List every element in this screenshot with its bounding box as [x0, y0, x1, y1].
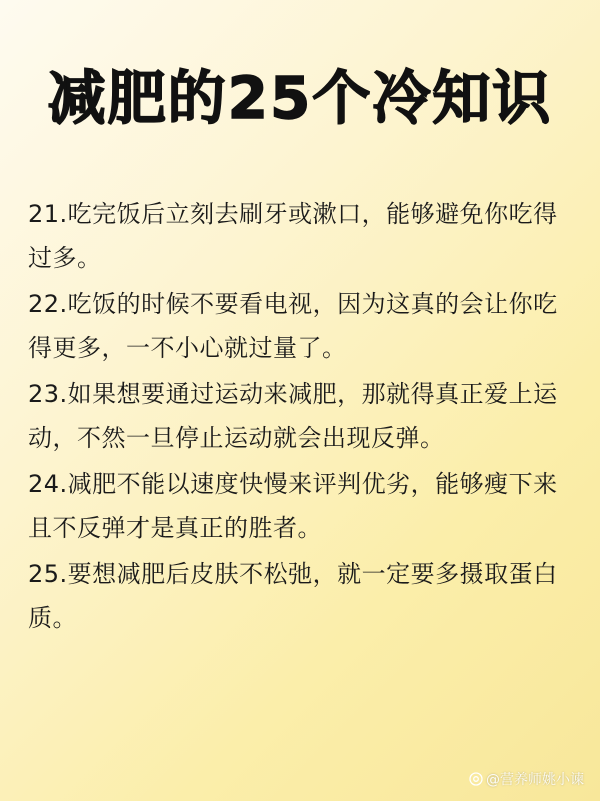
- page-title: 减肥的25个冷知识: [47, 64, 553, 132]
- watermark: [469, 769, 584, 789]
- tip-21: 21.吃完饭后立刻去刷牙或漱口，能够避免你吃得过多。: [28, 200, 558, 272]
- tips-list: [28, 192, 576, 642]
- at-sign-icon: [469, 772, 483, 786]
- tip-22: 22.吃饭的时候不要看电视，因为这真的会让你吃得更多，一不小心就过量了。: [28, 290, 558, 362]
- watermark-text: @营养师姚小谏: [486, 772, 584, 788]
- tip-23: 23.如果想要通过运动来减肥，那就得真正爱上运动，不然一旦停止运动就会出现反弹。: [28, 380, 558, 452]
- tip-25: 25.要想减肥后皮肤不松弛，就一定要多摄取蛋白质。: [28, 560, 558, 632]
- tip-24: 24.减肥不能以速度快慢来评判优劣，能够瘦下来且不反弹才是真正的胜者。: [28, 470, 558, 542]
